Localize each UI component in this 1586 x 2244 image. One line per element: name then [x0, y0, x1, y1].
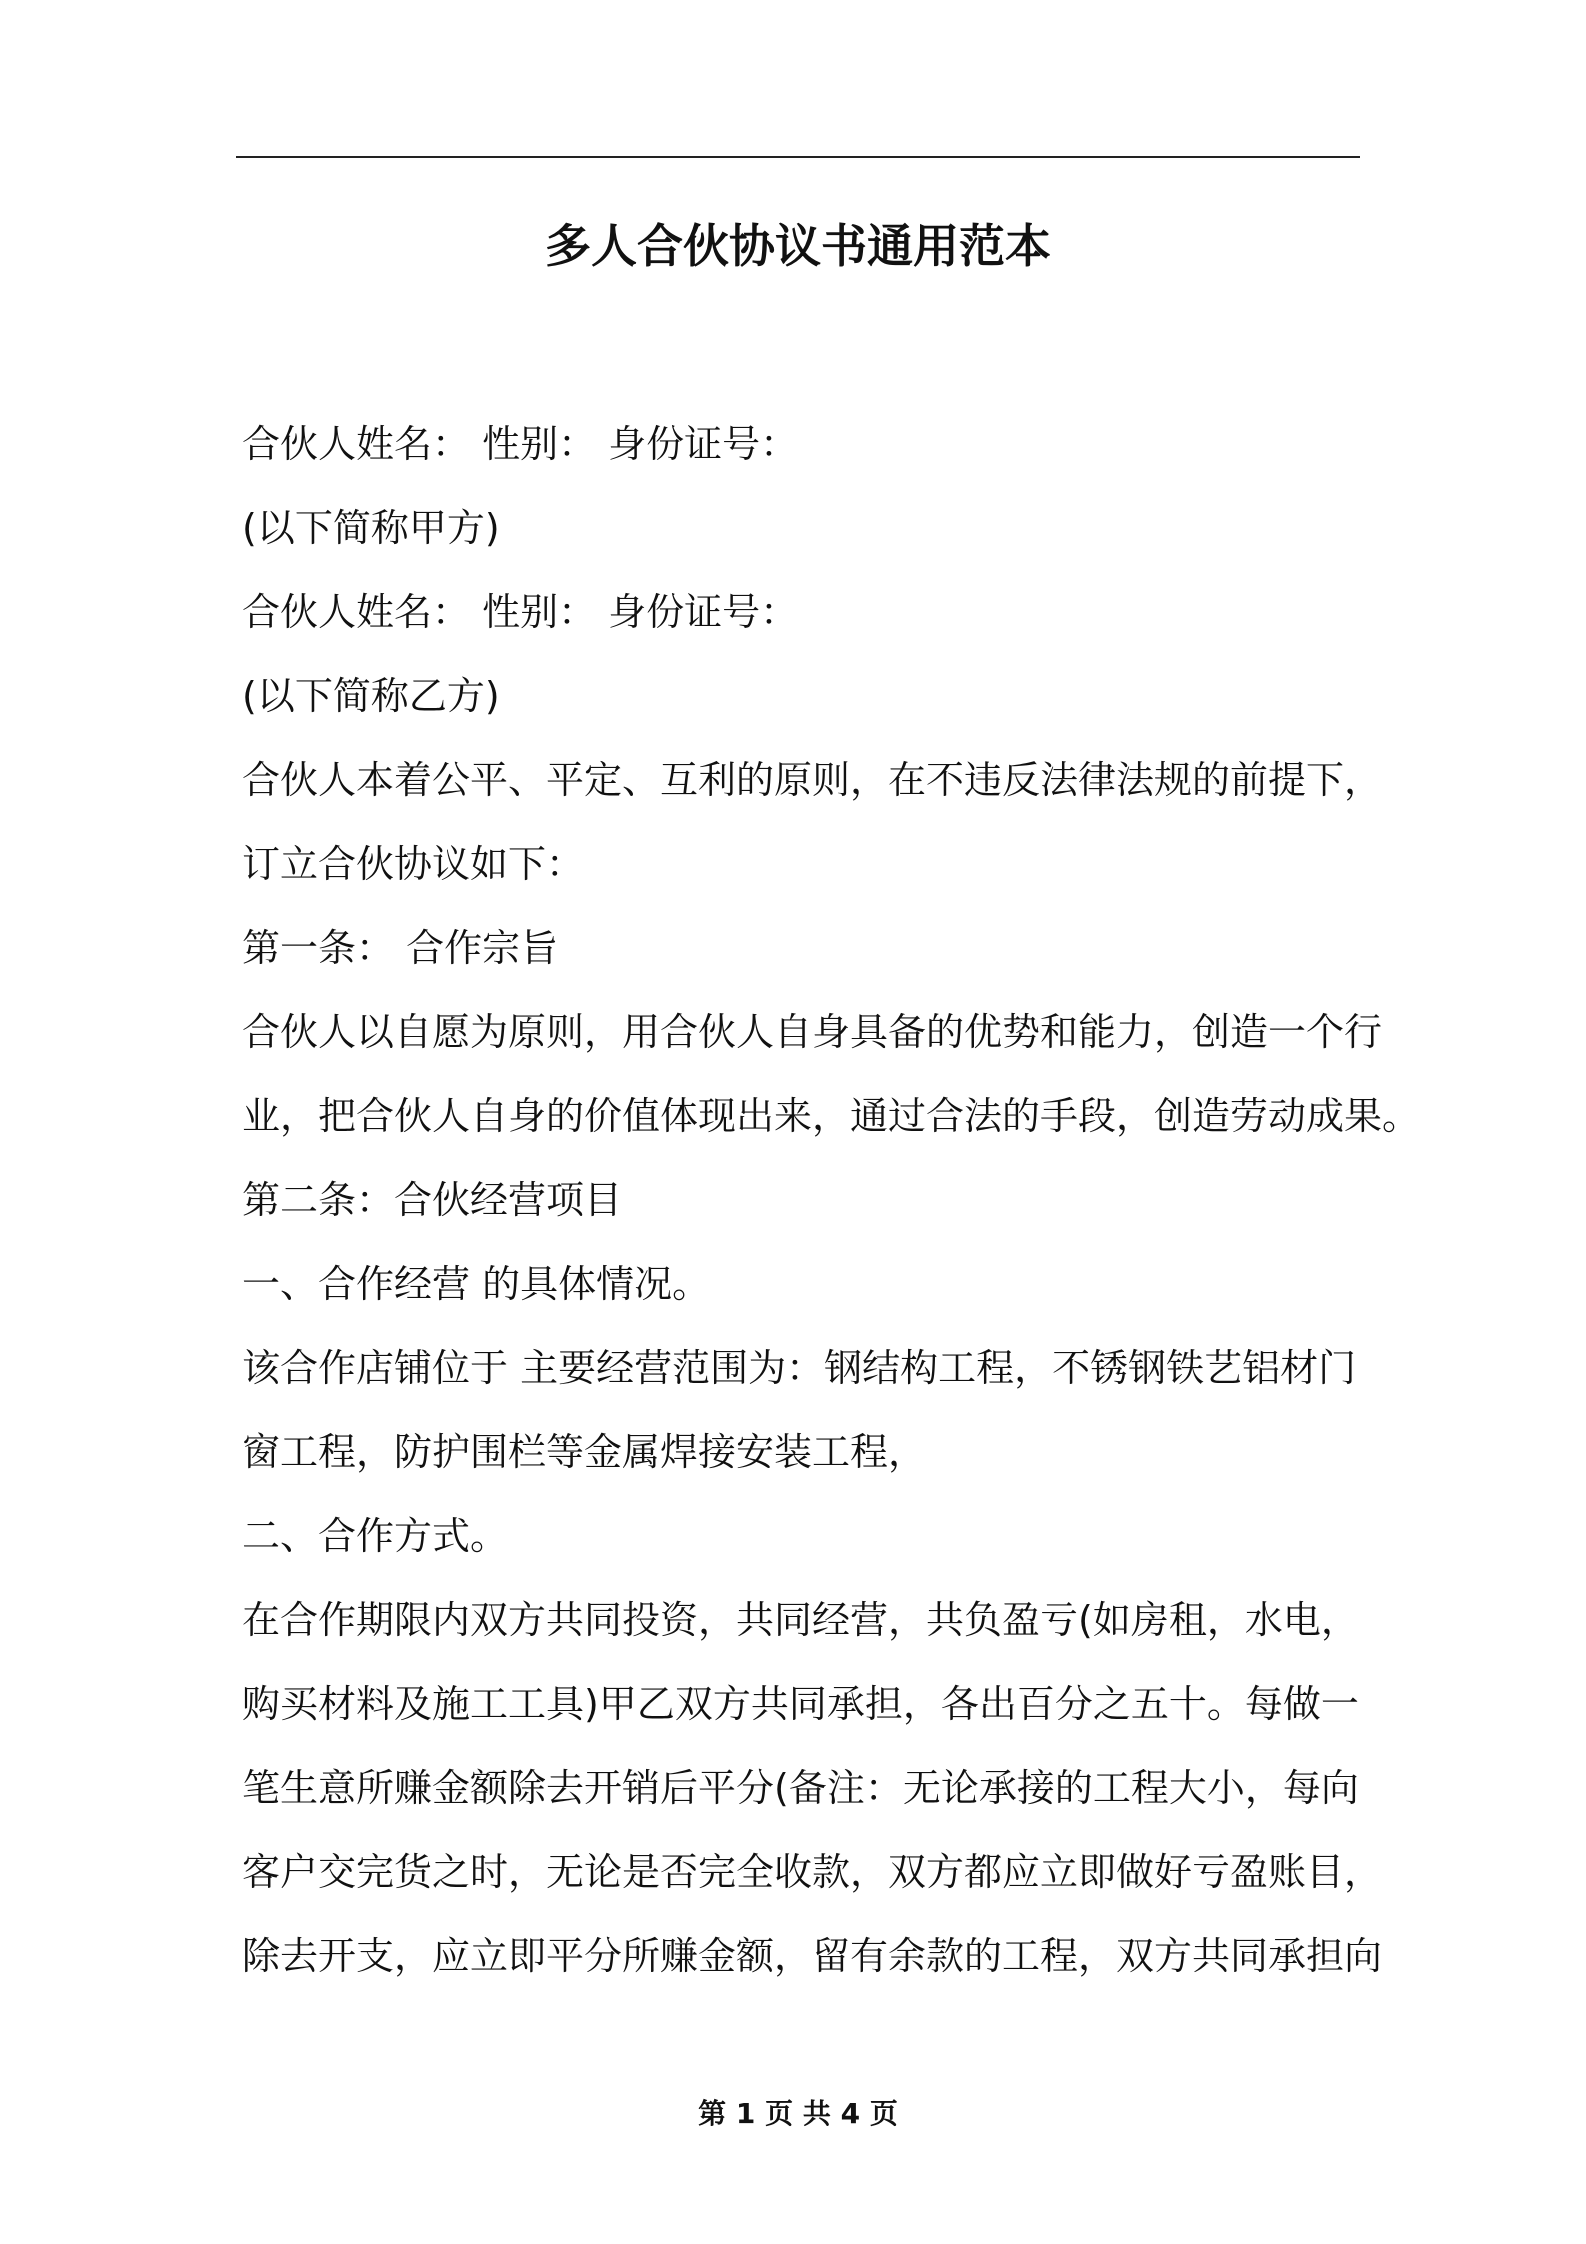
body-line: 购买材料及施工工具)甲乙双方共同承担，各出百分之五十。每做一	[242, 1682, 1359, 1726]
party-b-note: (以下简称乙方)	[242, 674, 500, 718]
article-1-heading: 第一条： 合作宗旨	[242, 926, 559, 970]
section-1-heading: 一、合作经营 的具体情况。	[242, 1262, 711, 1306]
body-line: 业，把合伙人自身的价值体现出来，通过合法的手段，创造劳动成果。	[242, 1094, 1421, 1138]
body-line: 除去开支，应立即平分所赚金额，留有余款的工程，双方共同承担向	[242, 1934, 1383, 1978]
body-line: 窗工程，防护围栏等金属焊接安装工程，	[242, 1430, 927, 1474]
header-rule	[236, 156, 1360, 158]
partner-a-info-line: 合伙人姓名： 性别： 身份证号：	[242, 422, 799, 466]
partner-b-info-line: 合伙人姓名： 性别： 身份证号：	[242, 590, 799, 634]
article-2-heading: 第二条：合伙经营项目	[242, 1178, 623, 1222]
body-line: 客户交完货之时，无论是否完全收款，双方都应立即做好亏盈账目，	[242, 1850, 1383, 1894]
body-line: 在合作期限内双方共同投资，共同经营，共负盈亏(如房租，水电，	[242, 1598, 1359, 1642]
body-line: 笔生意所赚金额除去开销后平分(备注：无论承接的工程大小，每向	[242, 1766, 1359, 1810]
party-a-note: (以下简称甲方)	[242, 506, 500, 550]
page-number: 第 1 页 共 4 页	[698, 2097, 898, 2130]
body-line: 该合作店铺位于 主要经营范围为：钢结构工程，不锈钢铁艺铝材门	[242, 1346, 1357, 1390]
body-line: 订立合伙协议如下：	[242, 842, 585, 886]
section-2-heading: 二、合作方式。	[242, 1514, 509, 1558]
document-title: 多人合伙协议书通用范本	[545, 219, 1051, 273]
document-body	[242, 402, 1421, 1998]
body-line: 合伙人以自愿为原则，用合伙人自身具备的优势和能力，创造一个行	[242, 1010, 1383, 1054]
body-line: 合伙人本着公平、平定、互利的原则，在不违反法律法规的前提下，	[242, 758, 1383, 802]
